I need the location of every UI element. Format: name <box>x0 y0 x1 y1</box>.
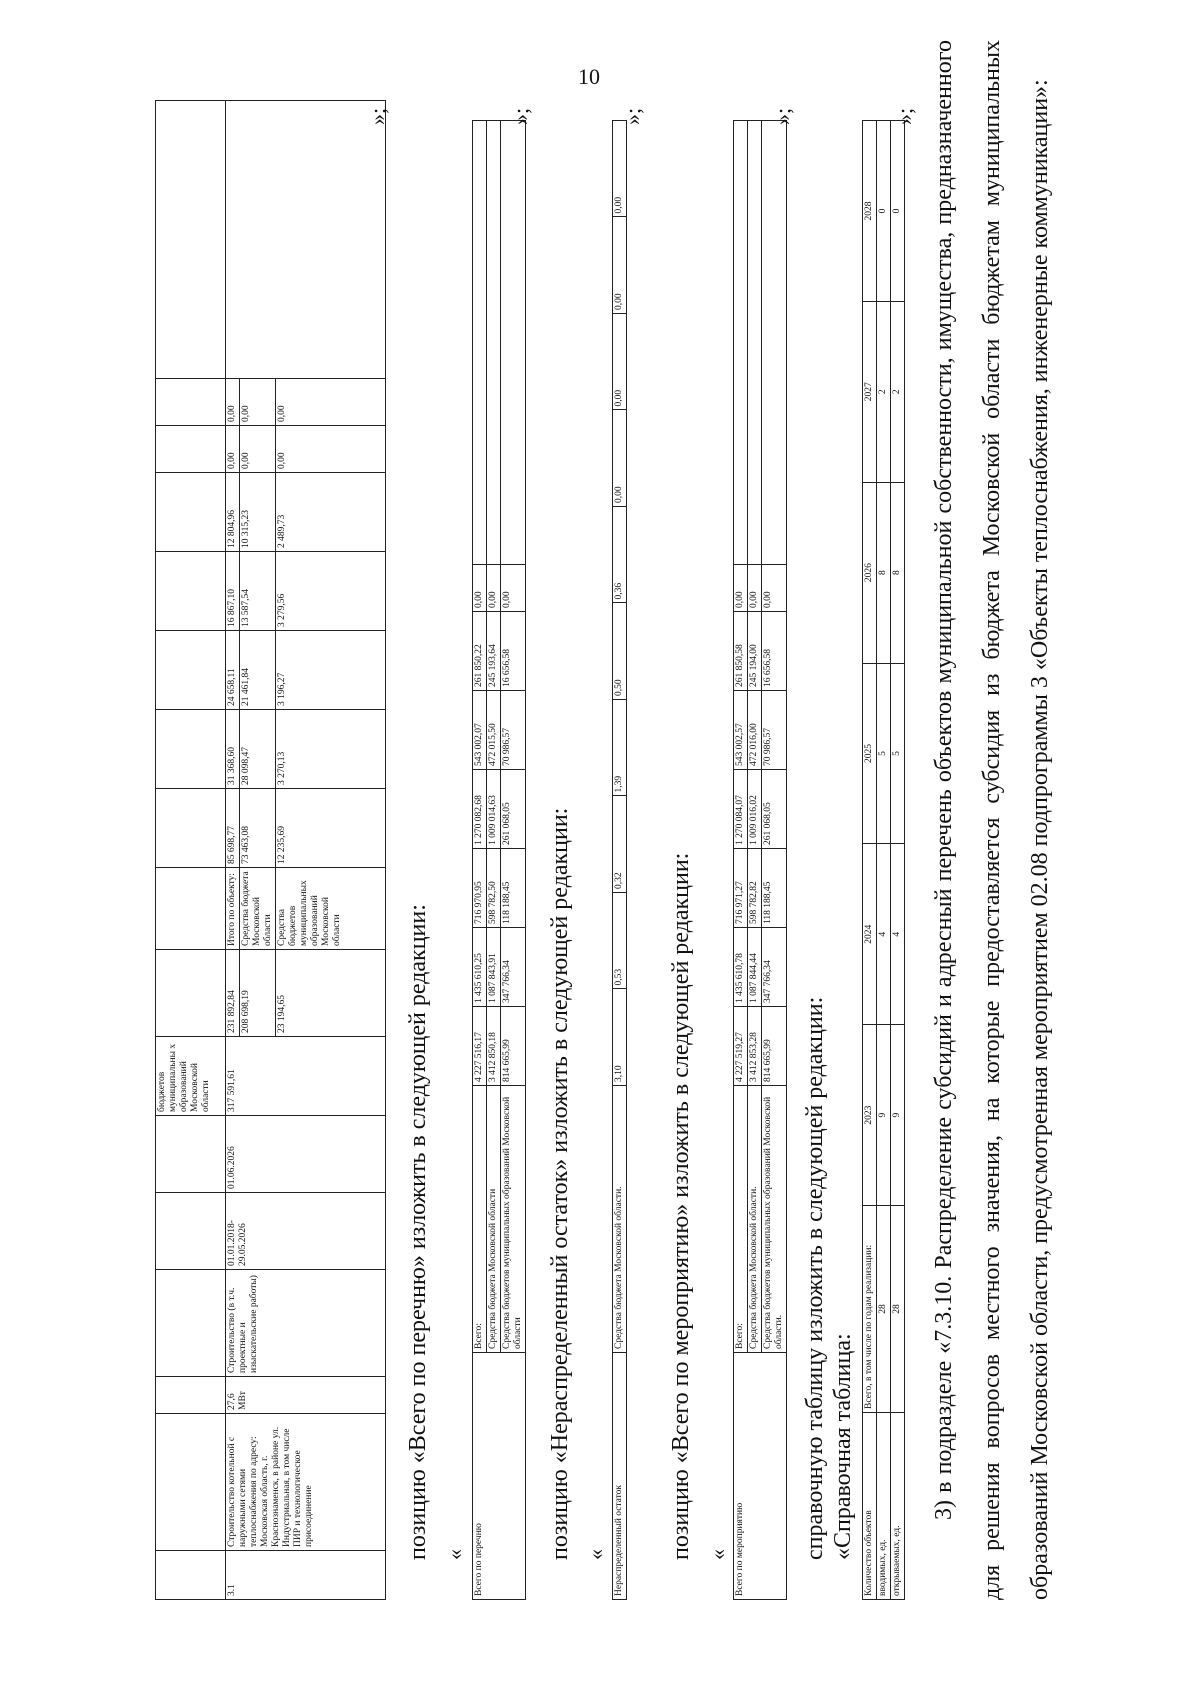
cell: 261 850,58 <box>734 612 748 691</box>
cell: 716 971,27 <box>734 849 748 928</box>
object-name: Строительство котельной с наружными сетями теплоснабжения по адресу: Московская область, г. Краснознаменск, в районе ул. Индустриальная, в том числе ПИР и технологическое присоединение <box>226 1414 386 1551</box>
cell: 1,39 <box>613 700 627 797</box>
quote-close-1: »; <box>365 107 390 125</box>
object-limit: 317 591,61 <box>226 1037 386 1116</box>
quote-open-3: « <box>705 1549 730 1560</box>
cell: 21 461,84 <box>240 631 276 710</box>
cell: 12 804,96 <box>226 473 240 552</box>
cell: 1 009 016,02 <box>748 770 762 849</box>
quote-close-4: »; <box>770 107 795 125</box>
cell: 0 <box>877 121 891 302</box>
cell: 0,00 <box>226 379 240 426</box>
cell: 261 850,22 <box>473 612 487 691</box>
cell: 2024 <box>863 844 877 1025</box>
cell: Средства бюджета Московской области. <box>748 1086 762 1353</box>
cell: 24 658,11 <box>226 631 240 710</box>
total-measure-table <box>733 120 787 1600</box>
cell: Всего, в том числе по годам реализации: <box>863 1206 877 1413</box>
remainder-table <box>612 120 627 1600</box>
cell: 28 <box>877 1206 891 1413</box>
cell: 2026 <box>863 482 877 663</box>
object-paid-municipal: 23 194,65 <box>276 950 386 1037</box>
cell: 2 <box>877 301 891 482</box>
quote-open-2: « <box>583 1549 608 1560</box>
cell: 3 412 850,18 <box>487 1007 501 1086</box>
quote-close-3: »; <box>620 107 645 125</box>
cell: 0,00 <box>613 217 627 314</box>
object-paid-regional: 208 698,19 <box>240 950 276 1037</box>
cell: 3 196,27 <box>276 631 386 710</box>
quote-open-1: « <box>442 1549 467 1560</box>
cell: 16 867,10 <box>226 552 240 631</box>
object-work-type: Строительство (в т.ч. проектные и изыскательские работы) <box>226 1270 386 1377</box>
cell: 0,50 <box>613 603 627 700</box>
cell: 598 782,82 <box>748 849 762 928</box>
cell: 28 098,47 <box>240 710 276 789</box>
cell: 472 015,50 <box>487 691 501 770</box>
intro-total-measure: позицию «Всего по мероприятию» изложить в следующей редакции: <box>668 852 694 1560</box>
cell: 8 <box>891 482 905 663</box>
cell: 0,00 <box>748 565 762 612</box>
cell: 347 766,34 <box>501 928 526 1007</box>
cell: 118 188,45 <box>762 849 787 928</box>
cell: 1 087 843,91 <box>487 928 501 1007</box>
cell: 814 665,99 <box>501 1007 526 1086</box>
cell: 261 068,05 <box>501 770 526 849</box>
cell: 245 194,00 <box>748 612 762 691</box>
object-number: 3.1 <box>226 1551 386 1600</box>
cell: 814 665,99 <box>762 1007 787 1086</box>
cell: Количество объектов <box>863 1413 877 1600</box>
cell: 261 068,05 <box>762 770 787 849</box>
cell: 0,00 <box>734 565 748 612</box>
cell: 70 986,57 <box>501 691 526 770</box>
cell: 0 <box>891 121 905 302</box>
intro-total-list: позицию «Всего по перечню» изложить в следующей редакции: <box>405 904 431 1560</box>
cell: 1 087 844,44 <box>748 928 762 1007</box>
cell: 598 782,50 <box>487 849 501 928</box>
cell: 1 435 610,25 <box>473 928 487 1007</box>
cell: 0,00 <box>487 565 501 612</box>
quote-close-5: »; <box>892 107 917 125</box>
cell: 0,00 <box>473 565 487 612</box>
cell: 4 <box>891 844 905 1025</box>
paragraph-3: 3) в подразделе «7.3.10. Распределение субсидий и адресный перечень объектов муниципальной собственности, имущества, предназначенного для решения вопросов местного значения, на которые предоставляется субсидия из бюджета Московской области бюджетам муниципальных образований Московской области, предусмотренная мероприятием 02.08 подпрограммы 3 «Объекты теплоснабжения, инженерные коммуникации»: <box>931 40 1053 1600</box>
cell: 3 270,13 <box>276 710 386 789</box>
cell: 0,00 <box>762 565 787 612</box>
cell: открываемых, ед. <box>891 1413 905 1600</box>
cell: 9 <box>891 1025 905 1206</box>
cell: 0,00 <box>240 426 276 473</box>
cell: 31 368,60 <box>226 710 240 789</box>
source-regional: Средства бюджета Московской области <box>240 868 276 950</box>
cell: Средства бюджетов муниципальных образований Московской области <box>501 1086 526 1353</box>
cell: 472 016,00 <box>748 691 762 770</box>
cell: 0,53 <box>613 893 627 990</box>
cell: 0,00 <box>276 379 386 426</box>
cell: 0,00 <box>240 379 276 426</box>
cell: 0,00 <box>501 565 526 612</box>
cell: 1 435 610,78 <box>734 928 748 1007</box>
cell: 85 698,77 <box>226 789 240 868</box>
object-period: 01.01.2018- 29.05.2026 <box>226 1193 386 1270</box>
cell: 2027 <box>863 301 877 482</box>
cell: 10 315,23 <box>240 473 276 552</box>
cell: 0,00 <box>613 121 627 218</box>
cell: 28 <box>891 1206 905 1413</box>
page-number: 10 <box>578 64 600 89</box>
cell: 0,00 <box>613 410 627 507</box>
cell: 5 <box>891 663 905 844</box>
cell: 1 270 082,68 <box>473 770 487 849</box>
object-paid: 231 892,84 <box>226 950 240 1037</box>
cell: 16 656,58 <box>501 612 526 691</box>
header-cell-municipal: бюджетов муниципальны х образований Московской области <box>156 1037 226 1116</box>
cell: 245 193,64 <box>487 612 501 691</box>
cell: 4 227 519,27 <box>734 1007 748 1086</box>
cell: 0,00 <box>613 314 627 411</box>
intro-reference-table: справочную таблицу изложить в следующей редакции: <box>802 996 828 1560</box>
cell: Всего: <box>734 1086 748 1353</box>
cell: Средства бюджета Московской области <box>487 1086 501 1353</box>
reference-table <box>862 120 905 1600</box>
total-list-label: Всего по перечню <box>473 1353 526 1600</box>
cell: 716 970,95 <box>473 849 487 928</box>
source-municipal: Средства бюджетов муниципальных образований Московской области <box>276 868 386 950</box>
cell: Средства бюджетов муниципальных образований Московской области. <box>762 1086 787 1353</box>
cell: 347 766,34 <box>762 928 787 1007</box>
cell: 13 587,54 <box>240 552 276 631</box>
reference-table-title: «Справочная таблица: <box>830 1333 856 1560</box>
object-table <box>155 100 386 1600</box>
object-deadline: 01.06.2026 <box>226 1116 386 1193</box>
cell: 12 235,69 <box>276 789 386 868</box>
cell: 5 <box>877 663 891 844</box>
cell: 2 <box>891 301 905 482</box>
cell: 0,32 <box>613 796 627 893</box>
cell: 2028 <box>863 121 877 302</box>
cell: 70 986,57 <box>762 691 787 770</box>
cell: 4 227 516,17 <box>473 1007 487 1086</box>
cell: Всего: <box>473 1086 487 1353</box>
cell: 0,00 <box>226 426 240 473</box>
cell: 9 <box>877 1025 891 1206</box>
cell: 16 656,58 <box>762 612 787 691</box>
source-total: Итого по объекту: <box>226 868 240 950</box>
cell: 4 <box>877 844 891 1025</box>
rotated-page-content <box>20 40 1130 1660</box>
cell: 2 489,73 <box>276 473 386 552</box>
object-capacity: 27,6 МВт <box>226 1377 386 1414</box>
cell: 0,36 <box>613 507 627 604</box>
remainder-label: Нераспределенный остаток <box>613 1353 627 1600</box>
cell: 73 463,08 <box>240 789 276 868</box>
cell: 2023 <box>863 1025 877 1206</box>
intro-remainder: позицию «Нераспределенный остаток» изложить в следующей редакции: <box>547 807 573 1560</box>
cell: 8 <box>877 482 891 663</box>
cell: 1 270 084,07 <box>734 770 748 849</box>
cell: 543 002,07 <box>473 691 487 770</box>
remainder-source: Средства бюджета Московской области. <box>613 1086 627 1353</box>
cell: вводимых, ед. <box>877 1413 891 1600</box>
quote-close-2: »; <box>508 107 533 125</box>
cell: 1 009 014,63 <box>487 770 501 849</box>
cell: 0,00 <box>276 426 386 473</box>
total-measure-label: Всего по мероприятию <box>734 1353 787 1600</box>
cell: 543 002,57 <box>734 691 748 770</box>
total-list-table <box>472 120 526 1600</box>
cell: 2025 <box>863 663 877 844</box>
cell: 3,10 <box>613 989 627 1086</box>
cell: 3 412 853,28 <box>748 1007 762 1086</box>
cell: 3 279,56 <box>276 552 386 631</box>
cell: 118 188,45 <box>501 849 526 928</box>
